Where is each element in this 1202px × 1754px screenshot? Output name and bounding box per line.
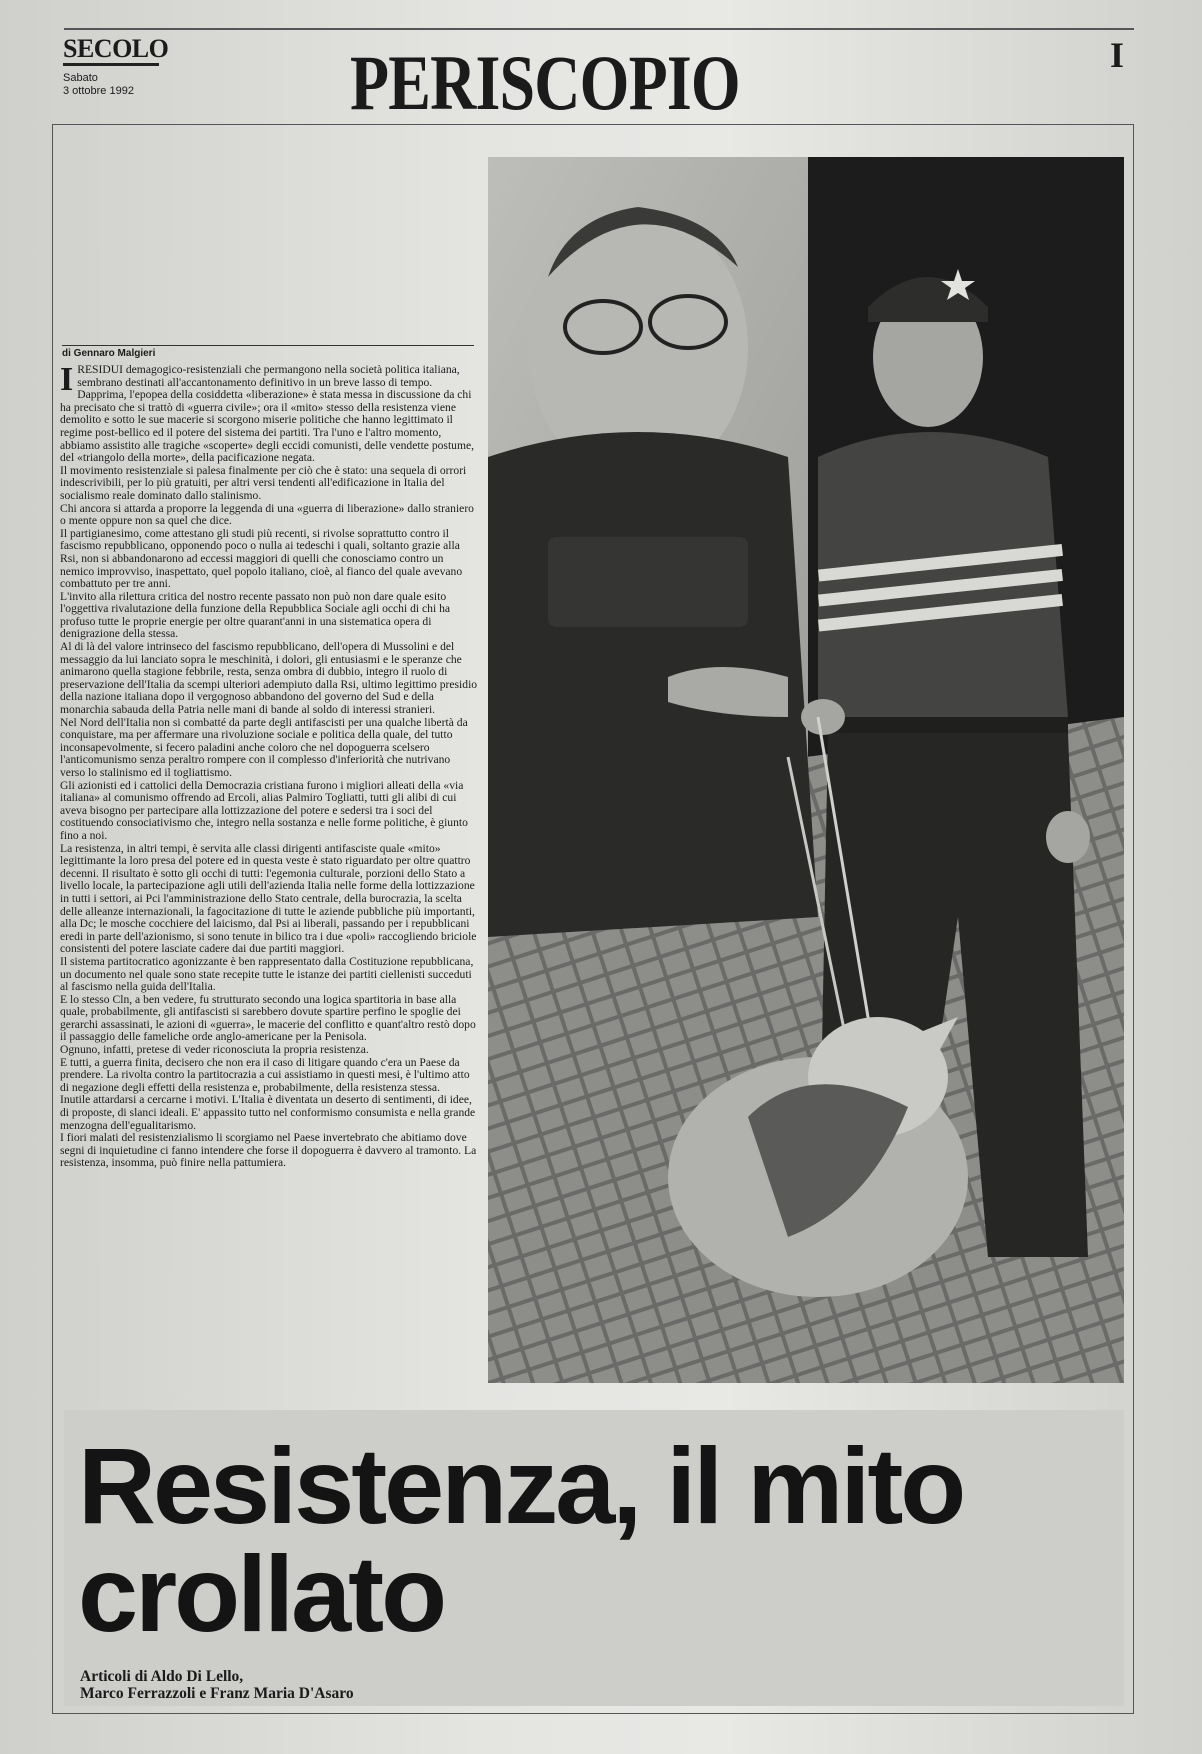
- article-paragraph: Il sistema partitocratico agonizzante è ben rappresentato dalla Costituzione repubblicana, un documento nel quale sono state recepite tutte le istanze dei partiti ciellenisti succeduti al fascismo nella guida dell'Italia.: [60, 954, 474, 994]
- article-credits: [80, 1668, 354, 1702]
- article-paragraph: [60, 364, 478, 465]
- masthead-rule: [64, 28, 1134, 30]
- article-body: [60, 364, 478, 1386]
- byline: di Gennaro Malgieri: [62, 348, 156, 359]
- credits-line-2: Marco Ferrazzoli e Franz Maria D'Asaro: [80, 1685, 354, 1702]
- article-paragraph: Gli azionisti ed i cattolici della Democrazia cristiana furono i migliori alleati della «via italiana» al comunismo offrendo ad Ercoli, alias Palmiro Togliatti, tutti gli alibi di cui aveva bisogno per partecipare alla lottizzazione del potere e sedersi tra i soci del costituendo consociativismo che, integro nella sostanza e nelle forme politiche, è giunto fino a noi.: [60, 778, 468, 842]
- article-paragraph: L'invito alla rilettura critica del nostro recente passato non può non dare quale esito l'oggettiva rivalutazione della funzione della Repubblica Sociale agli occhi di chi ha profuso tutte le proprie energie per oltre quarant'anni in una sistematica opera di denigrazione della stessa.: [60, 589, 451, 641]
- headline-line-1: Resistenza, il mito: [78, 1425, 964, 1546]
- headline: [78, 1425, 1118, 1654]
- article-paragraph: I fiori malati del resistenzialismo li scorgiamo nel Paese invertebrato che abitiamo dove segni di inquietudine ci fanno intendere che forse il dopoguerra è davvero al tramonto. La resistenza, insomma, può finire nella pattumiera.: [60, 1131, 477, 1170]
- news-photo: [488, 157, 1124, 1383]
- article-lead-text: RESIDUI demagogico-resistenziali che permangono nella società politica italiana, sembrano destinati all'accantonamento definitivo in un breve lasso di tempo. Dapprima, l'epopea della cosiddetta «liberazione» è stata messa in discussione da chi ha precisato che si trattò di «guerra civile»; ora il «mito» stesso della resistenza viene demolito e sotto le sue macerie si scorgono miserie politiche che hanno legittimato il regime post-bellico ed il potere del sistema dei partiti. Tra l'uno e l'altro momento, abbiamo assistito alle tragiche «scoperte» degli eccidi comunisti, delle vendette postume, del «triangolo della morte», della pacificazione negata.: [60, 364, 475, 465]
- article-paragraph: Chi ancora si attarda a proporre la leggenda di una «guerra di liberazione» dallo straniero o mente oppure non sa quel che dice.: [60, 501, 474, 528]
- brand-underline: [63, 63, 159, 66]
- dateline-date: 3 ottobre 1992: [63, 85, 134, 97]
- article-paragraph: Nel Nord dell'Italia non si combatté da parte degli antifascisti per una qualche libertà da conquistare, ma per affermare una rivoluzione sociale e politica della quale, del tutto inconsapevolmente, si fecero paladini anche coloro che nel dopoguerra scelsero l'anticomunismo senza peraltro rompere con il complesso d'inferiorità che nutrivano verso lo stalinismo ed il togliattismo.: [60, 715, 468, 779]
- dateline-day: Sabato: [63, 72, 98, 84]
- page-number: I: [1110, 35, 1125, 75]
- photo-illustration: [488, 157, 1124, 1383]
- article-paragraph: E tutti, a guerra finita, decisero che non era il caso di litigare quando c'era un Paese da prendere. La rivolta contro la partitocrazia a cui assistiamo in questi mesi, è l'ultimo atto di negazione degli effetti della resistenza e, probabilmente, della resistenza stessa.: [60, 1055, 470, 1094]
- article-paragraph: Il movimento resistenziale si palesa finalmente per ciò che è stato: una sequela di orrori indescrivibili, per lo più gratuiti, per altri versi tendenti all'edificazione in Italia del socialismo reale dominato dallo stalinismo.: [60, 463, 467, 502]
- article-paragraph: Al di là del valore intrinseco del fascismo repubblicano, dell'opera di Mussolini e del messaggio da lui lanciato sopra le meschinità, i dolori, gli entusiasmi e le speranze che animarono quella stagione febbrile, resta, senza ombra di dubbio, integro il ruolo di preservazione dell'Italia da scempi ulteriori adempiuto dalla Rsi, ultimo legittimo presidio della nazione italiana dopo il vergognoso abbandono del governo del Sud e della monarchia sabauda della Patria nelle mani di bande al soldo di interessi stranieri.: [60, 640, 478, 717]
- headline-line-2: crollato: [78, 1533, 445, 1654]
- newspaper-brand: SECOLO: [63, 34, 169, 63]
- article-paragraph: Il partigianesimo, come attestano gli studi più recenti, si rivolse soprattutto contro il fascismo repubblicano, opponendo poco o nulla ai tedeschi i quali, soltanto grazie alla Rsi, non si abbandonarono ad eccessi maggiori di quelli che conosciamo contro un nemico improvviso, inaspettato, quel popolo italiano, cioè, al fianco del quale avevano combattuto per tre anni.: [60, 526, 463, 591]
- article-paragraph: Inutile attardarsi a cercarne i motivi. L'Italia è diventata un deserto di sentimenti, di idee, di proposte, di slanci ideali. E' appassito tutto nel conformismo consumista e nella grande menzogna dell'egualitarismo.: [60, 1093, 476, 1132]
- article-paragraph: Ognuno, infatti, pretese di veder riconosciuta la propria resistenza.: [60, 1043, 369, 1057]
- drop-cap: I: [60, 364, 74, 398]
- byline-rule: [62, 345, 474, 346]
- dateline: [63, 72, 134, 98]
- article-paragraph: E lo stesso Cln, a ben vedere, fu strutturato secondo una logica spartitoria in base alla quale, probabilmente, gli antifascisti si sarebbero dovute spartire perfino le spoglie dei gerarchi assassinati, le azioni di «guerra», le macerie del conflitto e quant'altro restò dopo il passaggio delle fameliche orde anglo-americane per la Penisola.: [60, 992, 476, 1044]
- credits-line-1: Articoli di Aldo Di Lello,: [80, 1668, 244, 1685]
- article-paragraph: La resistenza, in altri tempi, è servita alle classi dirigenti antifasciste quale «mito» legittimante la loro presa del potere ed in questa veste è stato riguardato per oltre quattro decenni. Il risultato è sotto gli occhi di tutti: l'egemonia culturale, porzioni dello Stato a livello locale, la partecipazione agli utili dell'azienda Italia nelle forme della lottizzazione in tutti i settori, ai Pci l'amministrazione dello Stato centrale, della burocrazia, la scelta delle alleanze internazionali, la fagocitazione di tutte le aziende pubbliche più importanti, alla Dc; le mosche cocchiere del laicismo, dal Psi ai liberali, passando per i repubblicani eredi in parte dell'azionismo, si sono tenute in bilico tra i due «poli» raccogliendo briciole consistenti del potere lasciate cadere dai due partiti maggiori.: [60, 841, 477, 956]
- section-title: PERISCOPIO: [350, 39, 740, 126]
